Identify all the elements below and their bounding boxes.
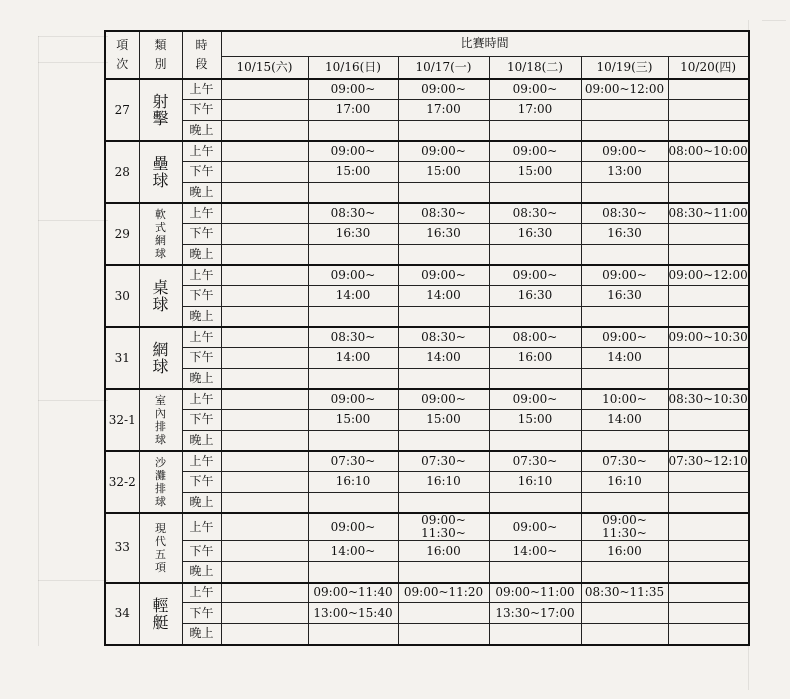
time-cell [668, 161, 749, 182]
time-cell [581, 513, 668, 541]
time-cell: 09:00~11:40 [308, 583, 398, 603]
period-label: 上午 [182, 265, 221, 285]
time-cell: 08:30~11:35 [581, 583, 668, 603]
table-row [105, 244, 749, 265]
time-cell [308, 120, 398, 141]
time-cell [489, 368, 581, 389]
period-label: 晚上 [182, 120, 221, 141]
time-cell [308, 306, 398, 327]
time-cell: 16:30 [489, 285, 581, 306]
time-cell: 14:00 [581, 409, 668, 430]
item-number: 30 [105, 265, 139, 327]
time-cell: 08:30~ [398, 327, 489, 347]
time-cell [398, 430, 489, 451]
time-cell [308, 244, 398, 265]
time-cell: 15:00 [489, 409, 581, 430]
time-cell: 07:30~ [308, 451, 398, 471]
table-row [105, 430, 749, 451]
table-row [105, 409, 749, 430]
category-name [139, 265, 182, 327]
time-cell: 14:00~ [489, 541, 581, 562]
time-cell [398, 244, 489, 265]
item-number: 34 [105, 583, 139, 645]
time-cell [221, 223, 308, 244]
period-label: 晚上 [182, 430, 221, 451]
time-cell [581, 368, 668, 389]
time-cell [221, 285, 308, 306]
time-cell [221, 265, 308, 285]
time-cell: 09:00~ [581, 141, 668, 161]
time-text: 09:00~ [602, 513, 647, 527]
table-row [105, 541, 749, 562]
time-cell: 09:00~ [398, 79, 489, 99]
table-row [105, 223, 749, 244]
time-cell [489, 562, 581, 583]
date-header: 10/18(二) [489, 56, 581, 79]
time-cell [398, 624, 489, 645]
period-label: 下午 [182, 223, 221, 244]
time-cell [668, 99, 749, 120]
time-cell [668, 471, 749, 492]
period-label: 晚上 [182, 562, 221, 583]
period-label: 晚上 [182, 624, 221, 645]
time-cell: 09:00~11:20 [398, 583, 489, 603]
date-header: 10/20(四) [668, 56, 749, 79]
time-cell: 17:00 [489, 99, 581, 120]
table-row [105, 99, 749, 120]
time-cell: 09:00~10:30 [668, 327, 749, 347]
category-label: 沙灘排球 [155, 456, 166, 508]
time-cell: 09:00~ [308, 389, 398, 409]
date-header: 10/15(六) [221, 56, 308, 79]
period-label: 下午 [182, 285, 221, 306]
time-cell [668, 368, 749, 389]
table-row [105, 203, 749, 223]
category-name [139, 513, 182, 583]
time-cell: 15:00 [398, 161, 489, 182]
time-text: 11:30~ [602, 526, 647, 540]
time-text: 09:00~ [421, 513, 466, 527]
time-cell [581, 99, 668, 120]
table-row [105, 451, 749, 471]
time-cell: 15:00 [308, 161, 398, 182]
time-cell: 09:00~ [398, 141, 489, 161]
time-cell: 08:00~ [489, 327, 581, 347]
time-cell [221, 541, 308, 562]
time-cell: 07:30~ [581, 451, 668, 471]
time-cell: 09:00~12:00 [581, 79, 668, 99]
time-cell [668, 182, 749, 203]
time-cell [221, 141, 308, 161]
table-row [105, 285, 749, 306]
time-cell [489, 182, 581, 203]
schedule-table [104, 30, 750, 646]
time-cell: 14:00 [581, 347, 668, 368]
time-cell [668, 513, 749, 541]
time-cell: 08:30~ [581, 203, 668, 223]
time-cell [221, 603, 308, 624]
time-cell: 09:00~ [581, 265, 668, 285]
period-label: 下午 [182, 347, 221, 368]
time-cell [308, 368, 398, 389]
time-cell [398, 120, 489, 141]
table-row [105, 492, 749, 513]
time-cell: 07:30~ [489, 451, 581, 471]
period-label: 上午 [182, 79, 221, 99]
category-name [139, 203, 182, 265]
time-cell [668, 285, 749, 306]
time-cell: 13:00~15:40 [308, 603, 398, 624]
time-cell: 17:00 [308, 99, 398, 120]
category-name [139, 141, 182, 203]
item-number: 32-1 [105, 389, 139, 451]
table-row [105, 120, 749, 141]
time-cell [308, 430, 398, 451]
time-cell [221, 347, 308, 368]
period-label: 下午 [182, 161, 221, 182]
period-label: 上午 [182, 203, 221, 223]
category-label: 現代五項 [155, 521, 166, 574]
time-cell [221, 409, 308, 430]
header-period: 時段 [182, 31, 221, 79]
category-label: 射擊 [152, 92, 169, 128]
time-cell [668, 79, 749, 99]
time-cell [581, 624, 668, 645]
time-cell: 16:30 [581, 223, 668, 244]
time-cell: 13:00 [581, 161, 668, 182]
time-cell: 15:00 [489, 161, 581, 182]
time-cell: 09:00~ [489, 79, 581, 99]
time-cell [221, 624, 308, 645]
date-header: 10/17(一) [398, 56, 489, 79]
time-text: 11:30~ [421, 526, 466, 540]
time-cell: 09:00~ [581, 327, 668, 347]
table-row [105, 513, 749, 541]
time-cell [668, 583, 749, 603]
time-cell [581, 244, 668, 265]
time-cell [398, 368, 489, 389]
item-number: 29 [105, 203, 139, 265]
time-cell [308, 182, 398, 203]
time-cell: 09:00~12:00 [668, 265, 749, 285]
time-cell: 16:10 [308, 471, 398, 492]
time-cell [668, 624, 749, 645]
period-label: 晚上 [182, 492, 221, 513]
time-cell [221, 79, 308, 99]
table-row [105, 583, 749, 603]
period-label: 晚上 [182, 306, 221, 327]
time-cell [668, 409, 749, 430]
date-header: 10/19(三) [581, 56, 668, 79]
time-cell: 16:00 [489, 347, 581, 368]
time-cell [668, 223, 749, 244]
time-cell [398, 603, 489, 624]
time-cell: 16:10 [489, 471, 581, 492]
time-cell: 16:10 [581, 471, 668, 492]
category-label: 輕艇 [152, 595, 169, 632]
period-label: 上午 [182, 389, 221, 409]
time-cell [221, 430, 308, 451]
table-row [105, 624, 749, 645]
time-cell [398, 492, 489, 513]
time-cell [398, 182, 489, 203]
time-cell [581, 306, 668, 327]
time-cell: 08:30~ [308, 203, 398, 223]
time-cell [668, 430, 749, 451]
table-row [105, 79, 749, 99]
time-cell: 09:00~ [308, 265, 398, 285]
time-cell: 09:00~ [398, 389, 489, 409]
time-cell [668, 306, 749, 327]
time-cell: 16:00 [398, 541, 489, 562]
time-cell [308, 624, 398, 645]
time-cell [398, 306, 489, 327]
time-cell: 08:30~11:00 [668, 203, 749, 223]
time-cell [668, 562, 749, 583]
time-cell [668, 603, 749, 624]
time-cell [668, 541, 749, 562]
time-cell [308, 492, 398, 513]
time-cell [668, 244, 749, 265]
time-cell [581, 120, 668, 141]
item-number: 27 [105, 79, 139, 141]
time-cell [581, 603, 668, 624]
period-label: 上午 [182, 451, 221, 471]
time-cell [398, 562, 489, 583]
time-cell [221, 562, 308, 583]
time-cell [668, 492, 749, 513]
table-row [105, 161, 749, 182]
time-cell [398, 513, 489, 541]
time-cell [221, 182, 308, 203]
item-number: 33 [105, 513, 139, 583]
header-item-no: 項次 [105, 31, 139, 79]
category-name [139, 389, 182, 451]
time-cell: 08:30~ [489, 203, 581, 223]
category-label: 網球 [152, 340, 169, 376]
period-label: 晚上 [182, 182, 221, 203]
table-row [105, 141, 749, 161]
time-cell: 17:00 [398, 99, 489, 120]
category-name [139, 327, 182, 389]
header-category: 類別 [139, 31, 182, 79]
time-cell [489, 244, 581, 265]
time-cell: 14:00 [308, 285, 398, 306]
time-cell [668, 120, 749, 141]
category-name [139, 79, 182, 141]
period-label: 晚上 [182, 244, 221, 265]
period-label: 上午 [182, 141, 221, 161]
table-row [105, 562, 749, 583]
table-row [105, 603, 749, 624]
time-cell [221, 203, 308, 223]
time-cell [221, 389, 308, 409]
header-schedule: 比賽時間 [221, 31, 749, 56]
table-row [105, 368, 749, 389]
period-label: 下午 [182, 541, 221, 562]
table-row [105, 306, 749, 327]
category-label: 軟式網球 [155, 208, 166, 260]
time-cell [221, 99, 308, 120]
time-cell: 09:00~11:00 [489, 583, 581, 603]
table-row [105, 389, 749, 409]
time-cell [581, 182, 668, 203]
time-cell: 08:00~10:00 [668, 141, 749, 161]
time-cell [221, 120, 308, 141]
time-cell [581, 492, 668, 513]
time-cell [221, 492, 308, 513]
item-number: 28 [105, 141, 139, 203]
period-label: 下午 [182, 471, 221, 492]
time-cell [581, 430, 668, 451]
time-cell [221, 471, 308, 492]
time-cell [221, 161, 308, 182]
period-label: 上午 [182, 327, 221, 347]
time-cell [668, 347, 749, 368]
category-name [139, 451, 182, 513]
time-cell [221, 451, 308, 471]
time-cell: 16:30 [489, 223, 581, 244]
time-cell [489, 492, 581, 513]
time-cell [221, 327, 308, 347]
period-label: 上午 [182, 513, 221, 541]
time-cell: 09:00~ [398, 265, 489, 285]
time-cell: 14:00~ [308, 541, 398, 562]
time-cell: 09:00~ [489, 141, 581, 161]
time-cell: 09:00~ [489, 389, 581, 409]
category-label: 桌球 [152, 278, 169, 314]
time-cell: 08:30~ [308, 327, 398, 347]
table-row [105, 327, 749, 347]
time-cell [489, 624, 581, 645]
time-cell [581, 562, 668, 583]
time-cell: 13:30~17:00 [489, 603, 581, 624]
time-cell: 16:30 [581, 285, 668, 306]
time-cell: 16:00 [581, 541, 668, 562]
time-cell: 08:30~10:30 [668, 389, 749, 409]
time-cell: 09:00~ [308, 141, 398, 161]
time-cell [221, 513, 308, 541]
time-cell [221, 583, 308, 603]
time-cell: 07:30~12:10 [668, 451, 749, 471]
time-cell [221, 244, 308, 265]
table-row [105, 471, 749, 492]
time-cell: 07:30~ [398, 451, 489, 471]
time-cell: 09:00~ [489, 513, 581, 541]
time-cell [489, 430, 581, 451]
category-label: 室內排球 [155, 394, 166, 446]
table-row [105, 265, 749, 285]
time-cell [489, 306, 581, 327]
item-number: 31 [105, 327, 139, 389]
time-cell: 14:00 [398, 285, 489, 306]
time-cell: 08:30~ [398, 203, 489, 223]
time-cell: 14:00 [308, 347, 398, 368]
period-label: 下午 [182, 409, 221, 430]
table-row [105, 347, 749, 368]
time-cell: 16:10 [398, 471, 489, 492]
time-cell [308, 562, 398, 583]
time-cell [489, 120, 581, 141]
category-name [139, 583, 182, 645]
date-header: 10/16(日) [308, 56, 398, 79]
item-number: 32-2 [105, 451, 139, 513]
time-cell: 14:00 [398, 347, 489, 368]
period-label: 上午 [182, 583, 221, 603]
table-row [105, 182, 749, 203]
time-cell: 15:00 [398, 409, 489, 430]
period-label: 下午 [182, 99, 221, 120]
time-cell [221, 306, 308, 327]
time-cell: 15:00 [308, 409, 398, 430]
time-cell [221, 368, 308, 389]
time-cell: 10:00~ [581, 389, 668, 409]
time-cell: 16:30 [398, 223, 489, 244]
time-cell: 09:00~ [308, 513, 398, 541]
time-cell: 09:00~ [489, 265, 581, 285]
time-cell: 16:30 [308, 223, 398, 244]
time-cell: 09:00~ [308, 79, 398, 99]
category-label: 壘球 [152, 154, 169, 190]
period-label: 晚上 [182, 368, 221, 389]
period-label: 下午 [182, 603, 221, 624]
